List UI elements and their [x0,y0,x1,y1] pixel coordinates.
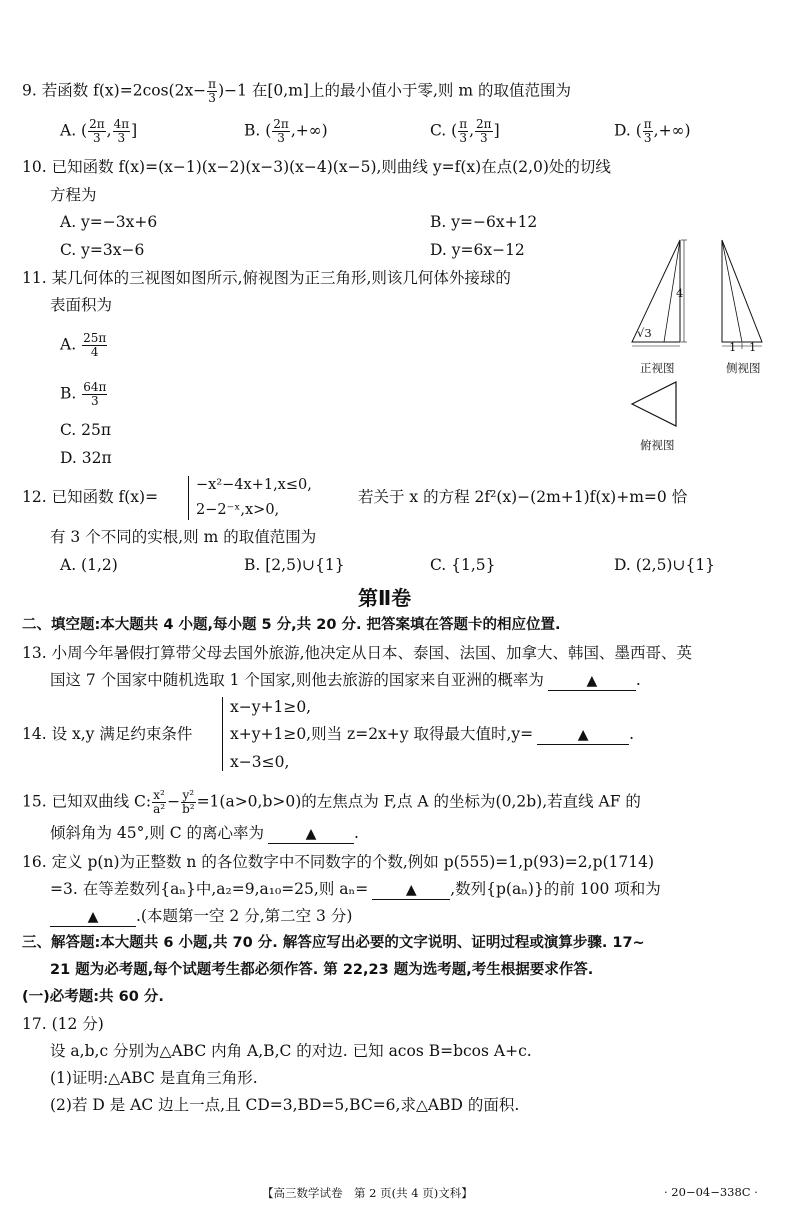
q16-answer-blank-2[interactable]: ▲ [50,908,136,927]
top-view-label: 俯视图 [640,438,675,452]
section2-heading: 二、填空题:本大题共 4 小题,每小题 5 分,共 20 分. 把答案填在答题卡的相应位置. [22,617,561,633]
q10-option-d: D. y=6x−12 [430,241,525,259]
q14-constraint3: x−3≤0, [230,753,290,771]
q15-stem-line2: 倾斜角为 45°,则 C 的离心率为 ▲ . [50,824,359,842]
section3-heading-line1: 三、解答题:本大题共 6 小题,共 70 分. 解答应写出必要的文字说明、证明过程或演算步骤. 17~ [22,935,645,951]
q12-brace [188,476,189,520]
q17-head: 17. (12 分) [22,1015,104,1033]
q15-answer-blank[interactable]: ▲ [268,825,354,844]
q9-option-a: A. ( $\frac{2\pi}{3}$ , $\frac{4\pi}{3}$ ] [60,117,138,145]
q14-brace [222,697,223,771]
q16-stem-line2: =3. 在等差数列{aₙ}中,a₂=9,a₁₀=25,则 aₙ= ▲ ,数列{p(aₙ)}的前 100 项和为 [50,880,661,898]
q16-stem-line3: ▲ .(本题第一空 2 分,第二空 3 分) [50,906,352,927]
side-view-label: 侧视图 [726,361,761,375]
q10-option-c: C. y=3x−6 [60,241,145,259]
section3-subheading: (一)必考题:共 60 分. [22,989,164,1005]
q11-option-c: C. 25π [60,421,112,439]
q12-option-d: D. (2,5)∪{1} [614,556,716,574]
side-one-left-label: 1 [729,340,737,354]
q16-answer-blank-1[interactable]: ▲ [372,881,450,900]
q11-stem-line2: 表面积为 [50,296,113,314]
q17-stem: 设 a,b,c 分别为△ABC 内角 A,B,C 的对边. 已知 acos B=bcos A+c. [50,1042,532,1060]
q10-stem-line2: 方程为 [50,186,97,204]
q14-constraint2: x+y+1≥0,则当 z=2x+y 取得最大值时,y= ▲ . [230,725,635,743]
side-view [722,240,762,349]
q12-option-b: B. [2,5)∪{1} [244,556,345,574]
q12-option-c: C. {1,5} [430,556,496,574]
q12-stem-line2: 有 3 个不同的实根,则 m 的取值范围为 [50,528,317,546]
q13-stem-line1: 13. 小周今年暑假打算带父母去国外旅游,他决定从日本、泰国、法国、加拿大、韩国、墨西哥、英 [22,644,693,662]
q9-option-c: C. ( $\frac{\pi}{3}$ , $\frac{2\pi}{3}$ ] [430,117,500,145]
q16-stem-line1: 16. 定义 p(n)为正整数 n 的各位数字中不同数字的个数,例如 p(555)=1,p(93)=2,p(1714) [22,853,655,871]
q14-constraint1: x−y+1≥0, [230,698,312,716]
q14-answer-blank[interactable]: ▲ [537,726,629,745]
q17-part1: (1)证明:△ABC 是直角三角形. [50,1069,258,1087]
footer-code: · 20−04−338C · [664,1185,758,1199]
q13-answer-blank[interactable]: ▲ [548,672,636,691]
q13-stem-line2: 国这 7 个国家中随机选取 1 个国家,则他去旅游的国家来自亚洲的概率为 ▲ . [50,671,641,689]
q9-stem: 9. 若函数 f(x)=2cos(2x− $\frac{\pi}{3}$ )−1 在[0,m]上的最小值小于零,则 m 的取值范围为 [22,77,571,105]
q12-stem-post: 若关于 x 的方程 2f²(x)−(2m+1)f(x)+m=0 恰 [358,488,688,506]
top-view [632,382,676,426]
section3-heading-line2: 21 题为必考题,每个试题考生都必须作答. 第 22,23 题为选考题,考生根据要求作答. [50,962,594,978]
side-one-right-label: 1 [749,340,757,354]
q9-option-b: B. ( $\frac{2\pi}{3}$ ,+∞) [244,117,328,145]
height-4-label: 4 [676,286,684,300]
q10-option-b: B. y=−6x+12 [430,213,538,231]
q10-option-a: A. y=−3x+6 [60,213,158,231]
q17-part2: (2)若 D 是 AC 边上一点,且 CD=3,BD=5,BC=6,求△ABD 的面积. [50,1096,520,1114]
q10-stem-line1: 10. 已知函数 f(x)=(x−1)(x−2)(x−3)(x−4)(x−5),则曲线 y=f(x)在点(2,0)处的切线 [22,158,611,176]
front-view-label: 正视图 [640,361,675,375]
q14-stem-pre: 14. 设 x,y 满足约束条件 [22,725,193,743]
footer-page-info: 【高三数学试卷 第 2 页(共 4 页)文科】 [262,1186,473,1200]
q11-stem-line1: 11. 某几何体的三视图如图所示,俯视图为正三角形,则该几何体外接球的 [22,269,511,287]
q12-option-a: A. (1,2) [60,556,118,574]
q12-case1: −x²−4x+1,x≤0, [196,477,312,493]
q9-option-d: D. ( $\frac{\pi}{3}$ ,+∞) [614,117,691,145]
q11-option-d: D. 32π [60,449,112,467]
sqrt3-label: √3 [637,326,652,340]
q12-case2: 2−2⁻ˣ,x>0, [196,502,280,518]
q12-stem-pre: 12. 已知函数 f(x)= [22,488,159,506]
q15-stem-line1: 15. 已知双曲线 C: $\frac{\text{x²}}{\text{a²}}$ − $\frac{\text{y²}}{\text{b²}}$ =1(a>0,b>0)的左焦点为 F,点 A 的坐标为(0,2b),若直线 AF 的 [22,788,641,816]
part2-title: 第Ⅱ卷 [358,586,412,610]
q11-option-b: B. $\frac{64\pi}{3}$ [60,380,107,408]
q11-option-a: A. $\frac{25\pi}{4}$ [60,331,107,359]
